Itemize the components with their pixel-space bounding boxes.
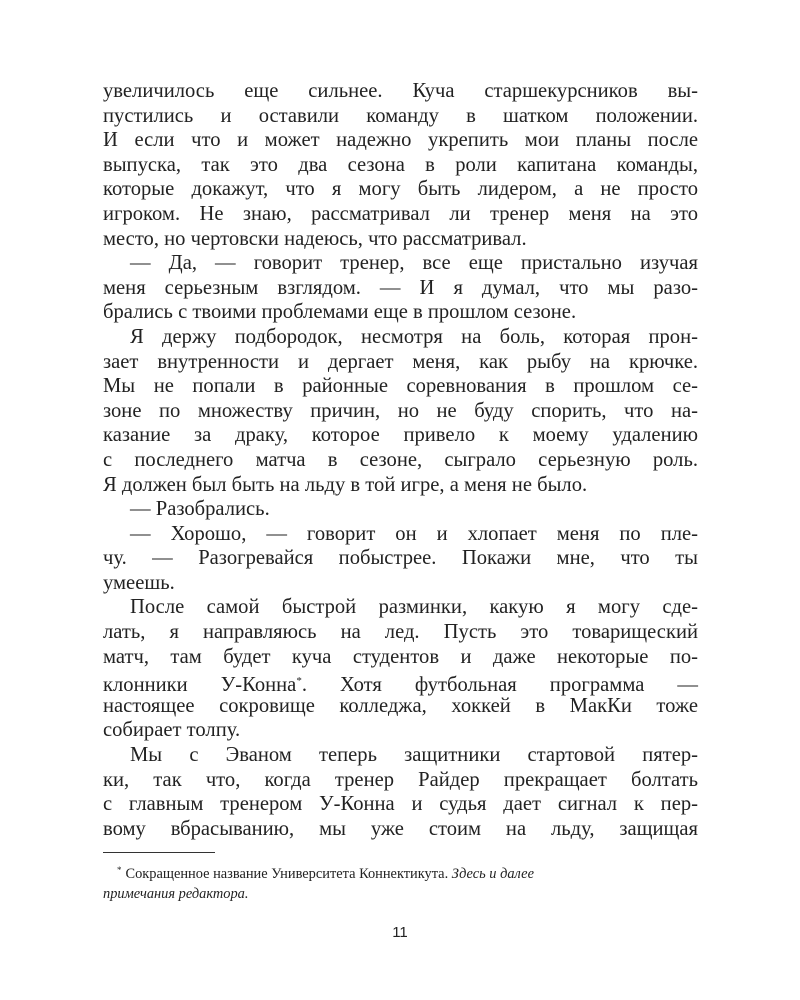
footnote-marker: * — [117, 865, 122, 875]
text-fragment: клонники У-Конна — [103, 674, 297, 697]
footnote-reference: * — [296, 675, 302, 688]
text-line: собирает толпу. — [103, 719, 241, 742]
text-line: лать, я направляюсь на лед. Пусть это товарищеский — [103, 621, 698, 644]
footnote-line — [103, 884, 698, 904]
text-line: Я держу подбородок, несмотря на боль, которая прон- — [130, 325, 698, 348]
text-line: брались с твоими проблемами еще в прошлом сезоне. — [103, 301, 577, 324]
text-line: с последнего матча в сезоне, сыграло серьезную роль. — [103, 448, 698, 471]
text-line: После самой быстрой разминки, какую я могу сде- — [130, 596, 698, 619]
text-line: — Да, — говорит тренер, все еще пристально изучая — [130, 252, 698, 275]
text-line — [103, 669, 698, 697]
text-line: зоне по множеству причин, но не буду спорить, что на- — [103, 399, 698, 422]
footnote-text: Сокращенное название Университета Коннектикута. — [125, 866, 449, 882]
footnote-line — [103, 860, 698, 884]
text-line: увеличилось еще сильнее. Куча старшекурсников вы- — [103, 80, 698, 102]
text-line: И если что и может надежно укрепить мои планы после — [103, 129, 698, 152]
text-line: чу. — Разогревайся побыстрее. Покажи мне, что ты — [103, 547, 698, 570]
text-line: казание за драку, которое привело к моему удалению — [103, 424, 698, 447]
text-line: игроком. Не знаю, рассматривал ли тренер меня на это — [103, 202, 698, 225]
footnote-divider — [103, 852, 215, 853]
page-number: 11 — [392, 924, 408, 941]
text-line: зает внутренности и дергает меня, как рыбу на крючке. — [103, 350, 698, 373]
text-line: меня серьезным взглядом. — И я думал, что мы разо- — [103, 276, 698, 299]
text-line: Я должен был быть на льду в той игре, а меня не было. — [103, 473, 588, 496]
text-line: пустились и оставили команду в шатком положении. — [103, 104, 698, 127]
text-line: выпуска, так это два сезона в роли капитана команды, — [103, 153, 698, 176]
text-line: Мы с Эваном теперь защитники стартовой пятер- — [130, 744, 698, 767]
text-line: умеешь. — [103, 571, 175, 594]
text-line: — Разобрались. — [130, 498, 270, 521]
text-line: вому вбрасыванию, мы уже стоим на льду, защищая — [103, 817, 698, 840]
footnote-italic-text: Здесь и далее — [451, 866, 534, 882]
text-line: ки, так что, когда тренер Райдер прекращает болтать — [103, 768, 698, 791]
body-text — [103, 79, 698, 841]
footnote-italic-text: примечания редактора. — [103, 886, 249, 902]
text-line: настоящее сокровище колледжа, хоккей в МакКи тоже — [103, 694, 698, 717]
text-line: с главным тренером У-Конна и судья дает сигнал к пер- — [103, 793, 698, 816]
text-line: — Хорошо, — говорит он и хлопает меня по пле- — [130, 522, 698, 545]
text-line: Мы не попали в районные соревнования в прошлом се- — [103, 375, 698, 398]
footnote — [103, 860, 698, 904]
text-fragment: . Хотя футбольная программа — — [301, 674, 698, 697]
text-line: матч, там будет куча студентов и даже некоторые по- — [103, 645, 698, 668]
text-line: которые докажут, что я могу быть лидером, а не просто — [103, 178, 698, 201]
text-line: место, но чертовски надеюсь, что рассматривал. — [103, 227, 527, 250]
